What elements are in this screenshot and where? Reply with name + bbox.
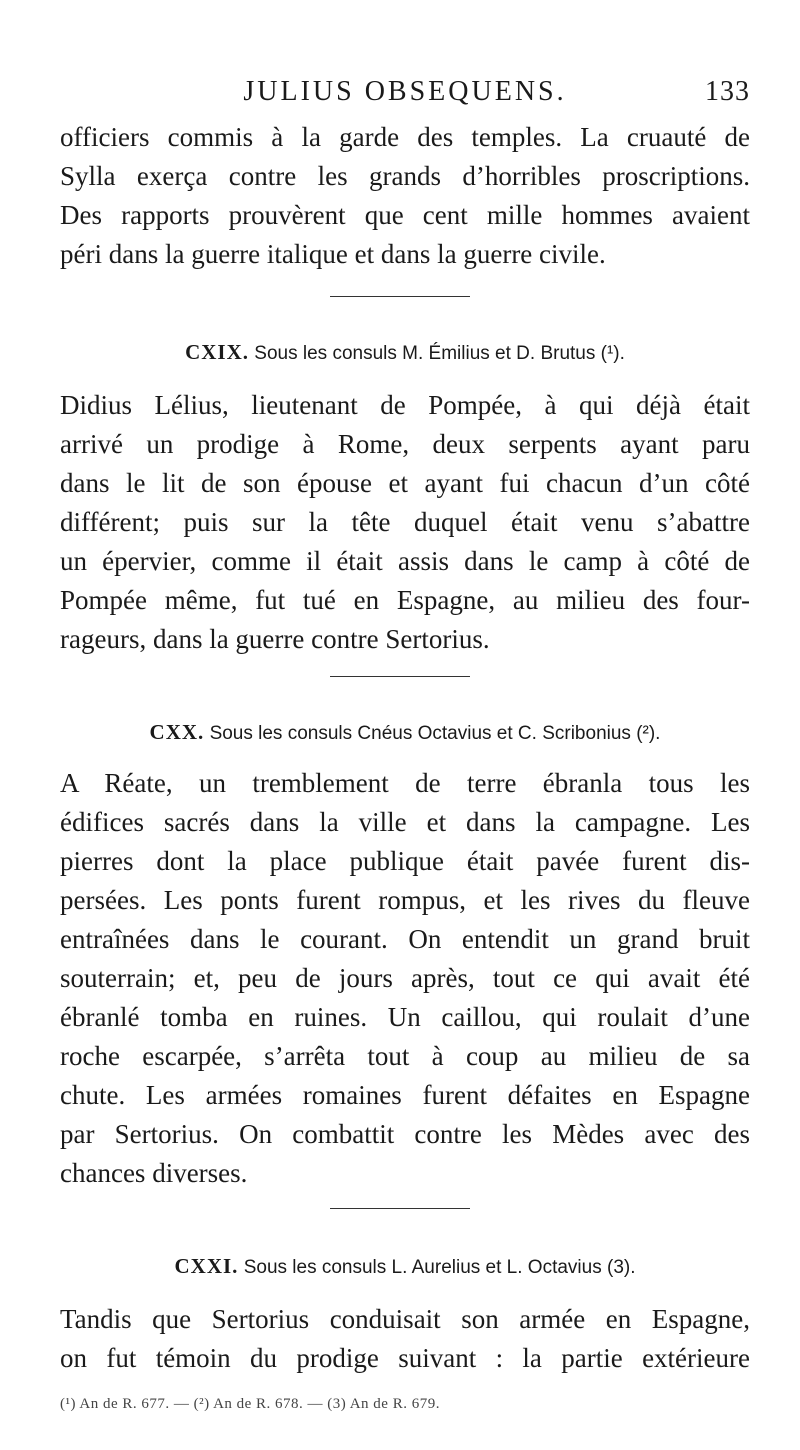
text-line: roche escarpée, s’arrêta tout à coup au milieu de sa — [60, 1041, 750, 1071]
paragraph-cxx — [60, 764, 750, 1193]
text-line: chances diverses. — [60, 1158, 248, 1188]
text-line: péri dans la guerre italique et dans la guerre civile. — [60, 239, 606, 269]
text-line: on fut témoin du prodige suivant : la partie extérieure — [60, 1343, 750, 1373]
section-number: CXX. — [149, 720, 205, 744]
text-line: différent; puis sur la tête duquel était venu s’abattre — [60, 507, 750, 537]
text-line: par Sertorius. On combattit contre les Mèdes avec des — [60, 1119, 750, 1149]
text-line: pierres dont la place publique était pavée furent dis- — [60, 846, 750, 876]
text-line: Sylla exerça contre les grands d’horribles proscriptions. — [60, 161, 750, 191]
text-line: Des rapports prouvèrent que cent mille hommes avaient — [60, 200, 750, 230]
text-line: édifices sacrés dans la ville et dans la campagne. Les — [60, 807, 750, 837]
text-line: un épervier, comme il était assis dans le camp à côté de — [60, 546, 750, 576]
text-line: dans le lit de son épouse et ayant fui chacun d’un côté — [60, 468, 750, 498]
text-line: rageurs, dans la guerre contre Sertorius. — [60, 624, 490, 654]
text-line: Tandis que Sertorius conduisait son armée en Espagne, — [60, 1304, 750, 1334]
footnotes: (¹) An de R. 677. — (²) An de R. 678. — (3) An de R. 679. — [60, 1396, 440, 1412]
page-number: 133 — [705, 76, 750, 107]
section-number: CXXI. — [174, 1254, 239, 1278]
text-line: chute. Les armées romaines furent défaites en Espagne — [60, 1080, 750, 1110]
section-divider — [330, 676, 470, 677]
section-heading-cxix — [60, 340, 750, 365]
section-heading-cxxi — [60, 1254, 750, 1279]
text-line: souterrain; et, peu de jours après, tout ce qui avait été — [60, 963, 750, 993]
text-line: entraînées dans le courant. On entendit un grand bruit — [60, 924, 750, 954]
section-title: Sous les consuls M. Émilius et D. Brutus (¹). — [254, 343, 625, 364]
section-divider — [330, 1208, 470, 1209]
running-header — [60, 76, 750, 116]
section-heading-cxx — [60, 720, 750, 745]
text-line: persées. Les ponts furent rompus, et les rives du fleuve — [60, 885, 750, 915]
paragraph-intro — [60, 118, 750, 274]
text-line: officiers commis à la garde des temples. La cruauté de — [60, 122, 750, 152]
section-title: Sous les consuls Cnéus Octavius et C. Scribonius (²). — [209, 723, 661, 744]
paragraph-cxxi — [60, 1300, 750, 1378]
section-title: Sous les consuls L. Aurelius et L. Octavius (3). — [243, 1257, 636, 1278]
text-line: arrivé un prodige à Rome, deux serpents ayant paru — [60, 429, 750, 459]
text-line: A Réate, un tremblement de terre ébranla tous les — [60, 768, 750, 798]
paragraph-cxix — [60, 386, 750, 659]
text-line: ébranlé tomba en ruines. Un caillou, qui roulait d’une — [60, 1002, 750, 1032]
text-line: Didius Lélius, lieutenant de Pompée, à qui déjà était — [60, 390, 750, 420]
running-title: JULIUS OBSEQUENS. — [243, 76, 567, 107]
section-divider — [330, 296, 470, 297]
section-number: CXIX. — [185, 340, 250, 364]
text-line: Pompée même, fut tué en Espagne, au milieu des four- — [60, 585, 750, 615]
